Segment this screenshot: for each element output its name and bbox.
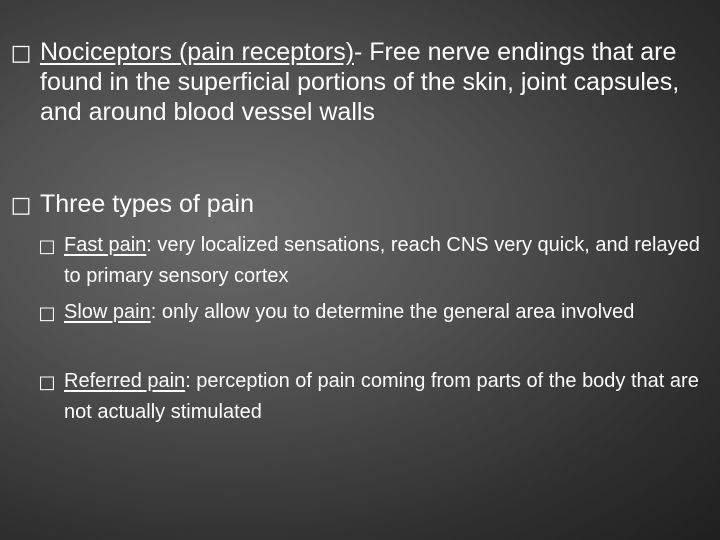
sub-bullet-fast-pain — [38, 230, 704, 292]
bullet-box-icon: □ — [38, 372, 56, 393]
bullet-box-icon: □ — [10, 41, 32, 66]
term-referred-pain: Referred pain — [64, 370, 186, 392]
definition-slow-pain: : only allow you to determine the general area involved — [150, 301, 635, 323]
term-slow-pain: Slow pain — [64, 301, 151, 323]
definition-referred-pain: : perception of pain coming from parts of the body that are not actually stimulated — [64, 370, 699, 423]
sub-bullet-referred-pain — [38, 366, 704, 428]
sub-bullet-slow-pain — [38, 297, 704, 328]
definition-nociceptors: - Free nerve endings that are found in the superficial portions of the skin, joint capsules, and around blood vessel walls — [40, 38, 680, 126]
bullet-box-icon: □ — [38, 303, 56, 324]
bullet-nociceptors — [10, 37, 700, 127]
definition-fast-pain: : very localized sensations, reach CNS very quick, and relayed to primary sensory cortex — [64, 234, 700, 287]
three-types-heading: Three types of pain — [40, 190, 255, 218]
term-nociceptors: Nociceptors (pain receptors) — [40, 38, 355, 66]
term-fast-pain: Fast pain — [64, 234, 147, 256]
bullet-box-icon: □ — [10, 193, 32, 218]
bullet-box-icon: □ — [38, 236, 56, 257]
bullet-three-types — [10, 189, 700, 219]
